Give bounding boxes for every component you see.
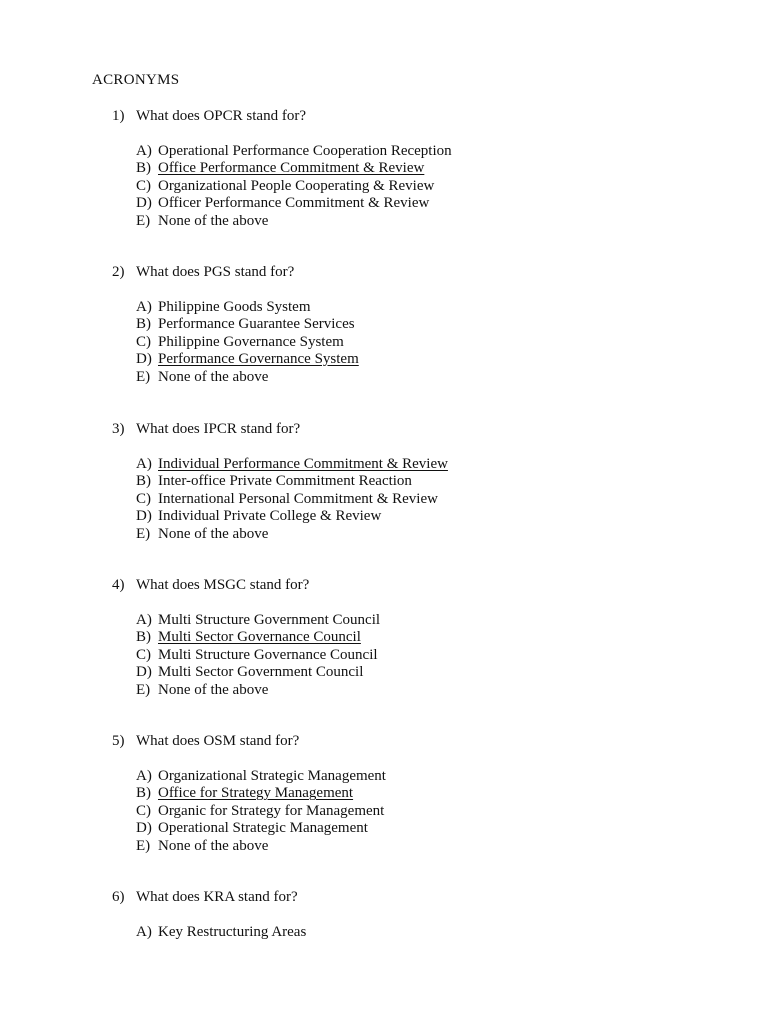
option-text: Inter-office Private Commitment Reaction <box>158 473 412 490</box>
option-letter: B) <box>136 629 151 646</box>
option-letter: B) <box>136 316 151 333</box>
question-line <box>112 577 712 594</box>
option-b <box>136 629 712 646</box>
question-number: 6) <box>112 889 125 905</box>
question-2 <box>112 264 712 386</box>
option-d <box>136 351 712 368</box>
option-letter: D) <box>136 664 152 681</box>
question-line <box>112 421 712 438</box>
option-letter: E) <box>136 368 151 385</box>
option-letter: E) <box>136 681 151 698</box>
options-list <box>112 143 712 230</box>
question-line <box>112 733 712 750</box>
option-text: Philippine Governance System <box>158 333 344 350</box>
option-text: None of the above <box>158 525 269 542</box>
option-a <box>136 768 712 785</box>
option-c <box>136 803 712 820</box>
option-a <box>136 456 712 473</box>
option-text: Multi Structure Governance Council <box>158 646 378 663</box>
option-d <box>136 195 712 212</box>
option-c <box>136 334 712 351</box>
option-letter: C) <box>136 490 151 507</box>
option-c <box>136 647 712 664</box>
option-text: None of the above <box>158 681 269 698</box>
option-text: Operational Performance Cooperation Reception <box>158 143 452 159</box>
option-letter: A) <box>136 768 152 784</box>
option-letter: D) <box>136 820 152 837</box>
option-text: None of the above <box>158 212 269 229</box>
option-text: Performance Guarantee Services <box>158 316 355 333</box>
option-letter: D) <box>136 351 152 368</box>
option-text: Multi Structure Government Council <box>158 612 381 628</box>
question-3 <box>112 421 712 543</box>
question-text: What does KRA stand for? <box>136 889 298 905</box>
option-letter: D) <box>136 508 152 525</box>
option-e <box>136 369 712 386</box>
options-list <box>112 612 712 699</box>
correct-answer-text: Office Performance Commitment & Review <box>158 160 425 177</box>
question-1 <box>112 108 712 230</box>
option-text: Operational Strategic Management <box>158 820 368 837</box>
option-a <box>136 299 712 316</box>
option-text: International Personal Commitment & Review <box>158 490 438 507</box>
option-text: Multi Sector Government Council <box>158 664 364 681</box>
option-letter: A) <box>136 299 152 315</box>
question-text: What does OPCR stand for? <box>136 108 306 124</box>
option-a <box>136 143 712 160</box>
option-text: Organizational People Cooperating & Review <box>158 177 435 194</box>
option-text: Organic for Strategy for Management <box>158 802 385 819</box>
option-letter: A) <box>136 143 152 159</box>
question-text: What does PGS stand for? <box>136 264 295 280</box>
option-letter: B) <box>136 785 151 802</box>
question-number: 4) <box>112 577 125 593</box>
correct-answer-text: Multi Sector Governance Council <box>158 629 361 646</box>
option-a <box>136 924 712 941</box>
question-line <box>112 264 712 281</box>
option-c <box>136 491 712 508</box>
options-list <box>112 924 712 941</box>
option-b <box>136 473 712 490</box>
option-letter: E) <box>136 212 151 229</box>
option-e <box>136 682 712 699</box>
option-text: Organizational Strategic Management <box>158 768 386 784</box>
question-text: What does MSGC stand for? <box>136 577 310 593</box>
correct-answer-text: Performance Governance System <box>158 351 359 368</box>
option-text: None of the above <box>158 837 269 854</box>
option-letter: C) <box>136 802 151 819</box>
options-list <box>112 299 712 386</box>
option-letter: E) <box>136 837 151 854</box>
option-letter: A) <box>136 924 152 940</box>
option-text: Key Restructuring Areas <box>158 924 307 940</box>
option-b <box>136 316 712 333</box>
option-letter: D) <box>136 195 152 212</box>
question-line <box>112 889 712 906</box>
question-number: 1) <box>112 108 125 124</box>
question-text: What does IPCR stand for? <box>136 421 301 437</box>
question-4 <box>112 577 712 699</box>
question-number: 5) <box>112 733 125 749</box>
question-number: 3) <box>112 421 125 437</box>
option-letter: A) <box>136 612 152 628</box>
option-e <box>136 838 712 855</box>
option-text: Officer Performance Commitment & Review <box>158 195 430 212</box>
option-letter: B) <box>136 160 151 177</box>
option-letter: E) <box>136 525 151 542</box>
option-letter: B) <box>136 473 151 490</box>
option-text: Philippine Goods System <box>158 299 311 315</box>
option-b <box>136 785 712 802</box>
option-d <box>136 664 712 681</box>
correct-answer-text: Office for Strategy Management <box>158 785 354 802</box>
option-letter: A) <box>136 456 152 472</box>
correct-answer-text: Individual Performance Commitment & Review <box>158 456 448 472</box>
options-list <box>112 456 712 543</box>
option-d <box>136 820 712 837</box>
options-list <box>112 768 712 855</box>
question-number: 2) <box>112 264 125 280</box>
question-line <box>112 108 712 125</box>
option-letter: C) <box>136 177 151 194</box>
option-e <box>136 526 712 543</box>
question-5 <box>112 733 712 855</box>
option-d <box>136 508 712 525</box>
option-e <box>136 213 712 230</box>
option-letter: C) <box>136 646 151 663</box>
option-c <box>136 178 712 195</box>
option-text: Individual Private College & Review <box>158 508 382 525</box>
question-text: What does OSM stand for? <box>136 733 300 749</box>
option-letter: C) <box>136 333 151 350</box>
question-6 <box>112 889 712 941</box>
option-b <box>136 160 712 177</box>
option-text: None of the above <box>158 368 269 385</box>
option-a <box>136 612 712 629</box>
page-heading: ACRONYMS <box>92 72 180 88</box>
